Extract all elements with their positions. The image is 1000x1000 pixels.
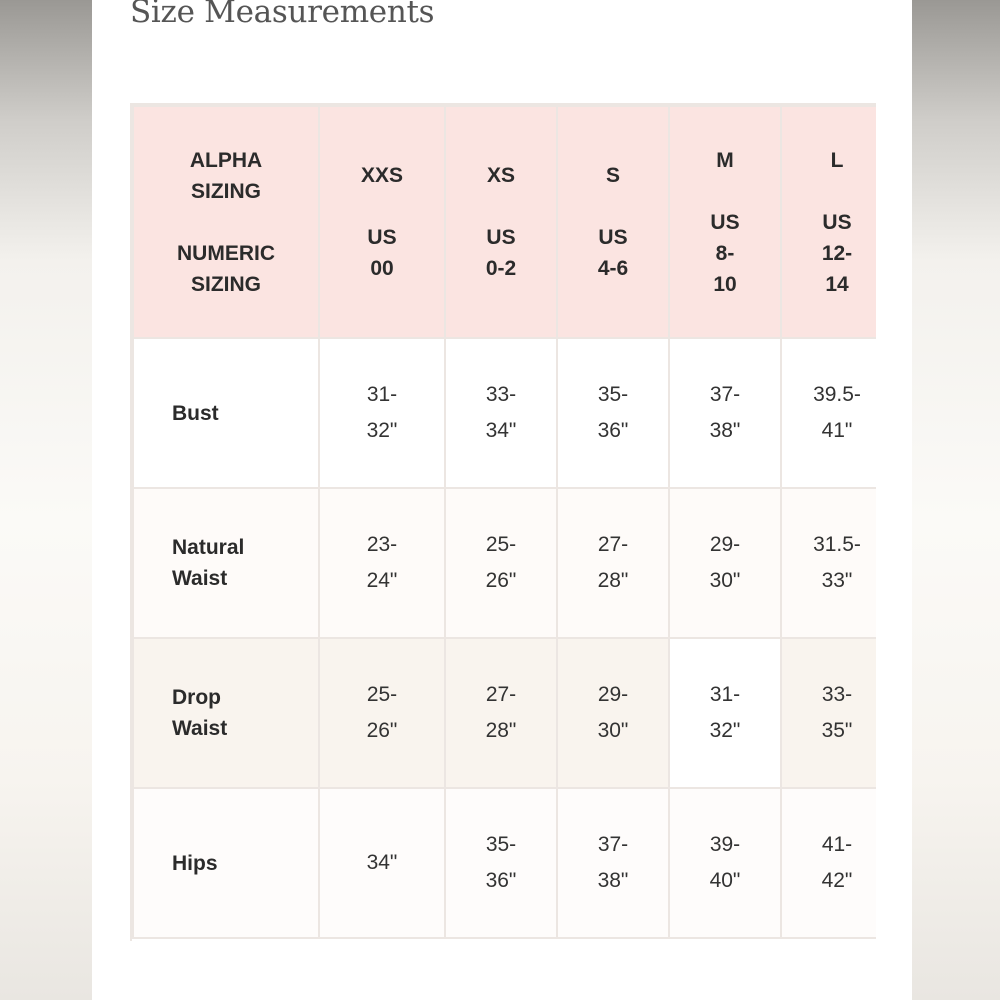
row-label-text: Waist <box>172 567 228 590</box>
table-cell <box>557 638 669 788</box>
row-label <box>133 638 319 788</box>
cell-line: 35" <box>821 719 853 742</box>
numeric-sizing-label-line2: SIZING <box>190 272 261 296</box>
table-cell <box>319 488 445 638</box>
cell-line: 33- <box>485 383 517 406</box>
alpha-size: L <box>830 148 844 172</box>
alpha-size: S <box>605 164 620 187</box>
cell-line: 41- <box>821 833 853 856</box>
row-label-text: Waist <box>172 717 228 740</box>
cell-line: 30" <box>597 719 629 742</box>
alpha-sizing-label-line1: ALPHA <box>189 148 263 172</box>
header-cell-l <box>781 106 876 338</box>
cell-line: 38" <box>597 869 629 892</box>
numeric-size-line2: 8- <box>715 241 735 265</box>
cell-line: 27- <box>485 683 517 706</box>
cell-line: 23- <box>366 533 398 556</box>
header-row <box>133 106 876 338</box>
numeric-size-line1: US <box>710 210 740 234</box>
cell-line: 24" <box>366 569 398 592</box>
cell-line: 28" <box>597 569 629 592</box>
row-label <box>133 338 319 488</box>
table-row-natural-waist <box>133 488 876 638</box>
table-cell <box>319 338 445 488</box>
cell-line: 39- <box>709 833 741 856</box>
table-cell <box>445 488 557 638</box>
table-cell <box>319 638 445 788</box>
cell-line: 27- <box>597 533 629 556</box>
numeric-size-line1: US <box>598 226 628 249</box>
cell-line: 34" <box>366 851 398 874</box>
cell-line: 29- <box>709 533 741 556</box>
cell-line: 35- <box>485 833 517 856</box>
table-cell <box>557 788 669 938</box>
alpha-size: M <box>716 148 734 172</box>
header-cell-xs <box>445 106 557 338</box>
row-label-text: Drop <box>172 686 221 709</box>
cell-line: 31- <box>709 683 741 706</box>
cell-line: 35- <box>597 383 629 406</box>
table-cell <box>781 488 876 638</box>
cell-line: 29- <box>597 683 629 706</box>
cell-line: 36" <box>597 419 629 442</box>
cell-line: 28" <box>485 719 517 742</box>
table-cell <box>781 338 876 488</box>
numeric-size-line2: 4-6 <box>597 257 629 280</box>
cell-line: 37- <box>597 833 629 856</box>
cell-line: 32" <box>366 419 398 442</box>
table-row-bust <box>133 338 876 488</box>
numeric-size-line2: 0-2 <box>485 257 517 280</box>
numeric-size-line2: 12- <box>821 241 853 265</box>
size-table-container <box>130 103 876 941</box>
table-cell <box>669 338 781 488</box>
table-cell <box>445 638 557 788</box>
cell-line: 41" <box>821 419 853 442</box>
row-label <box>133 488 319 638</box>
row-label-text: Natural <box>172 536 245 559</box>
numeric-size-line2: 00 <box>370 257 394 280</box>
cell-line: 25- <box>366 683 398 706</box>
table-row-drop-waist <box>133 638 876 788</box>
table-cell <box>557 488 669 638</box>
alpha-size: XS <box>486 164 515 187</box>
cell-line: 31- <box>366 383 398 406</box>
table-row-hips <box>133 788 876 938</box>
numeric-sizing-label-line1: NUMERIC <box>177 241 275 265</box>
cell-line: 25- <box>485 533 517 556</box>
cell-line: 38" <box>709 419 741 442</box>
table-cell <box>781 788 876 938</box>
cell-line: 30" <box>709 569 741 592</box>
cell-line: 32" <box>709 719 741 742</box>
cell-line: 40" <box>709 869 741 892</box>
numeric-size-line3: 14 <box>825 272 849 296</box>
cell-line: 26" <box>485 569 517 592</box>
row-label-text: Bust <box>172 401 219 425</box>
header-cell-xxs <box>319 106 445 338</box>
cell-line: 34" <box>485 419 517 442</box>
header-cell-m <box>669 106 781 338</box>
table-cell <box>445 338 557 488</box>
page-title: Size Measurements <box>130 0 435 30</box>
alpha-size: XXS <box>360 164 404 187</box>
cell-line: 33- <box>821 683 853 706</box>
table-cell <box>669 788 781 938</box>
header-cell-s <box>557 106 669 338</box>
cell-line: 33" <box>821 569 853 592</box>
cell-line: 31.5- <box>813 533 861 556</box>
cell-line: 39.5- <box>813 383 861 406</box>
header-label-cell <box>133 106 319 338</box>
table-cell <box>445 788 557 938</box>
cell-line: 36" <box>485 869 517 892</box>
size-measurements-table <box>132 105 876 939</box>
table-cell <box>781 638 876 788</box>
numeric-size-line1: US <box>822 210 852 234</box>
cell-line: 26" <box>366 719 398 742</box>
table-cell <box>319 788 445 938</box>
cell-line: 37- <box>709 383 741 406</box>
table-cell <box>669 488 781 638</box>
numeric-size-line3: 10 <box>713 272 737 296</box>
alpha-sizing-label-line2: SIZING <box>190 179 261 203</box>
row-label <box>133 788 319 938</box>
numeric-size-line1: US <box>367 226 397 249</box>
numeric-size-line1: US <box>486 226 516 249</box>
table-cell <box>557 338 669 488</box>
cell-line: 42" <box>821 869 853 892</box>
table-cell <box>669 638 781 788</box>
row-label-text: Hips <box>172 851 218 875</box>
